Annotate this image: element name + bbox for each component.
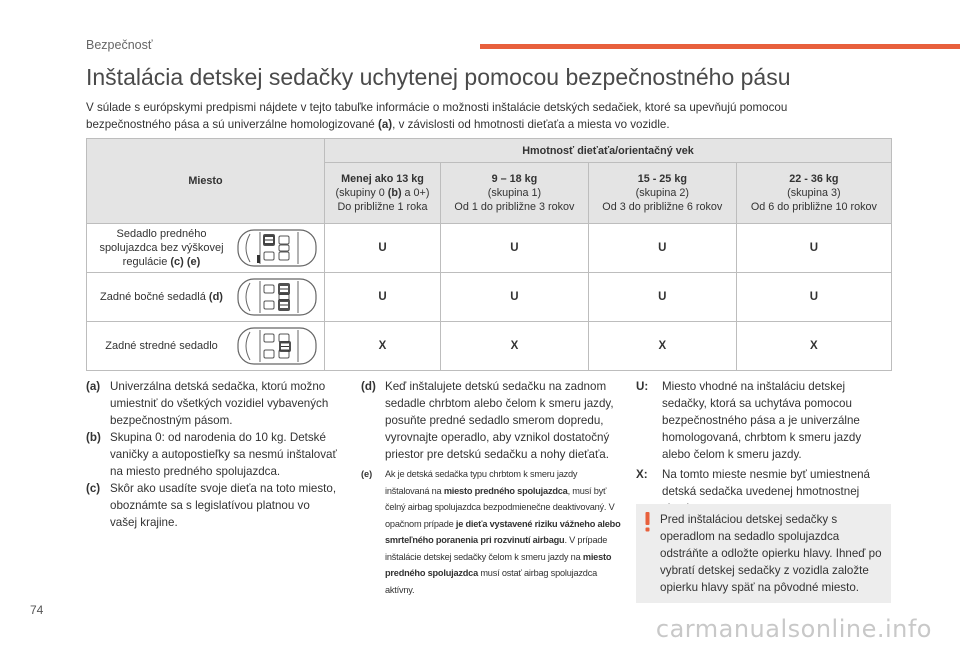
column-header: 15 - 25 kg (skupina 2) Od 3 do približne 6 rokov bbox=[588, 163, 736, 224]
value-cell: U bbox=[588, 273, 736, 322]
intro-line-2: bezpečnostného pása a sú univerzálne homologizované bbox=[86, 118, 378, 131]
value-cell: U bbox=[736, 273, 891, 322]
page-number: 74 bbox=[30, 603, 44, 617]
column-header: Menej ako 13 kg (skupiny 0 (b) a 0+) Do približne 1 roka bbox=[325, 163, 441, 224]
section-label: Bezpečnosť bbox=[86, 38, 153, 52]
value-cell: U bbox=[441, 224, 589, 273]
legend-x: X: Na tomto mieste nesmie byť umiestnená detská sedačka uvedenej hmotnostnej bbox=[636, 468, 870, 498]
intro-line-1: V súlade s európskymi predpismi nájdete v tejto tabuľke informácie o možnosti inštalácie detských sedačiek, ktoré sa upevňujú pomocou bbox=[86, 101, 788, 114]
table-row bbox=[87, 273, 892, 322]
place-cell: Zadné bočné sedadlá (d) bbox=[87, 273, 325, 322]
intro-ref-a: (a) bbox=[377, 118, 393, 131]
notes-column-2 bbox=[361, 378, 623, 598]
warning-text: Pred inštaláciou detskej sedačky s operadlom na sedadlo spolujazdca odstráňte a odložte opierku hlavy. Ihneď po vybratí detskej sedačky z vozidla založte opierku hlavy späť na pôvodné miesto. bbox=[660, 513, 882, 594]
value-cell: U bbox=[325, 273, 441, 322]
note-e: (e) Ak je detská sedačka typu chrbtom k smeru jazdy inštalovaná na miesto predného spolujazdca, musí byť čelný airbag spolujazdca bezpodmienečne deaktivovaný. V opačnom prípade je dieťa vystavené riziku vážneho alebo smrteľného poranenia pri rozvinutí airbagu. V prípade inštalácie detskej sedačky čelom k smeru jazdy na miesto predného spolujazdca musí ostať airbag spolujazdca aktívny. bbox=[361, 469, 621, 595]
notes-column-3 bbox=[636, 378, 892, 517]
value-cell: X bbox=[325, 322, 441, 371]
miesto-header: Miesto bbox=[87, 139, 325, 224]
note-b: (b) Skupina 0: od narodenia do 10 kg. Detské vaničky a autopostieľky sa nesmú inštalovať na miesto predného spolujazdca. bbox=[86, 431, 337, 478]
accent-bar bbox=[480, 44, 960, 49]
value-cell: U bbox=[588, 224, 736, 273]
notes-column-1 bbox=[86, 378, 338, 531]
column-header: 9 – 18 kg (skupina 1) Od 1 do približne 3 rokov bbox=[441, 163, 589, 224]
watermark: carmanualsonline.info bbox=[655, 615, 932, 643]
value-cell: X bbox=[588, 322, 736, 371]
value-cell: U bbox=[736, 224, 891, 273]
value-cell: X bbox=[736, 322, 891, 371]
child-seat-table bbox=[86, 138, 892, 371]
legend-u: U: Miesto vhodné na inštaláciu detskej sedačky, ktorá sa uchytáva pomocou bezpečnostného pása a je univerzálne homologovaná, chrbtom k smeru jazdy alebo čelom k smeru jazdy. bbox=[636, 380, 862, 461]
intro-paragraph bbox=[86, 99, 886, 133]
warning-box bbox=[636, 504, 891, 603]
table-row bbox=[87, 322, 892, 371]
note-c: (c) Skôr ako usadíte svoje dieťa na toto miesto, oboznámte sa s legislatívou platnou vo vašej krajine. bbox=[86, 482, 337, 529]
place-cell: Sedadlo predného spolujazdca bez výškovej regulácie (c) (e) bbox=[87, 224, 325, 273]
car-rear-middle-seat-icon bbox=[236, 324, 318, 368]
note-a: (a) Univerzálna detská sedačka, ktorú možno umiestniť do všetkých vozidiel vybavených bezpečnostným pásom. bbox=[86, 380, 329, 427]
intro-line-2-end: , v závislosti od hmotnosti dieťaťa a miesta vo vozidle. bbox=[392, 118, 670, 131]
weight-group-header: Hmotnosť dieťaťa/orientačný vek bbox=[325, 139, 892, 163]
place-cell: Zadné stredné sedadlo bbox=[87, 322, 325, 371]
table-row bbox=[87, 224, 892, 273]
car-front-seat-icon bbox=[236, 226, 318, 270]
page-title: Inštalácia detskej sedačky uchytenej pomocou bezpečnostného pásu bbox=[86, 64, 791, 90]
car-rear-side-seats-icon bbox=[236, 275, 318, 319]
value-cell: U bbox=[325, 224, 441, 273]
column-header: 22 - 36 kg (skupina 3) Od 6 do približne 10 rokov bbox=[736, 163, 891, 224]
value-cell: U bbox=[441, 273, 589, 322]
value-cell: X bbox=[441, 322, 589, 371]
exclamation-icon bbox=[645, 512, 650, 532]
note-d: (d) Keď inštalujete detskú sedačku na zadnom sedadle chrbtom alebo čelom k smeru jazdy, posuňte predné sedadlo smerom dopredu, vyrovnajte operadlo, aby vznikol dostatočný priestor pre detskú sedačku a nohy dieťaťa. bbox=[361, 380, 614, 461]
